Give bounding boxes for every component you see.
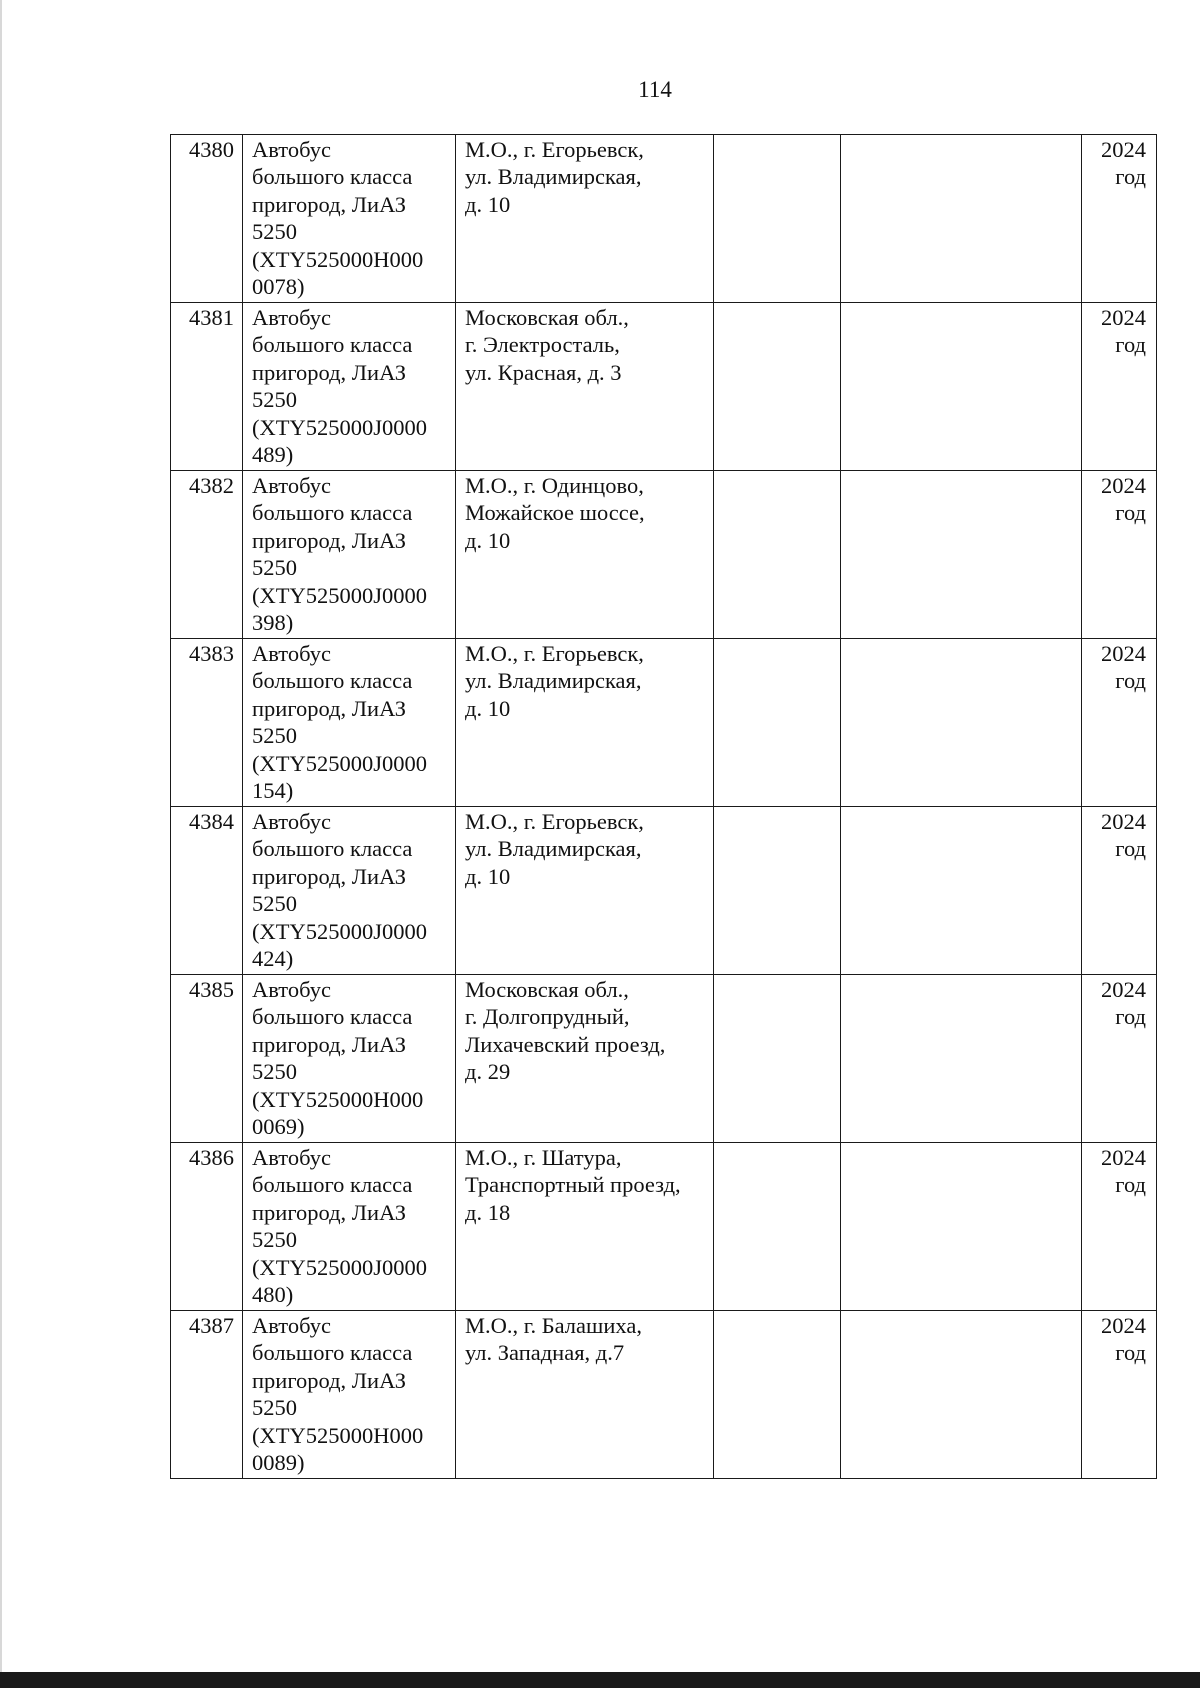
cell-description-line: (XTY525000J0000 — [252, 750, 427, 776]
cell-deadline — [1082, 471, 1157, 639]
cell-number: 4387 — [171, 1311, 243, 1479]
cell-description-line: 424) — [252, 946, 294, 972]
cell-description-line: (XTY525000H000 — [252, 1086, 424, 1112]
cell-deadline — [1082, 639, 1157, 807]
cell-description-line: (XTY525000J0000 — [252, 582, 427, 608]
cell-column-4 — [714, 975, 841, 1143]
cell-column-4 — [714, 303, 841, 471]
cell-address-line: М.О., г. Егорьевск, — [465, 641, 644, 666]
cell-number: 4383 — [171, 639, 243, 807]
cell-description-line: Автобус — [252, 977, 331, 1002]
cell-number: 4385 — [171, 975, 243, 1143]
cell-deadline-line: год — [1115, 1340, 1146, 1366]
page-number: 114 — [638, 77, 672, 102]
cell-deadline-line: год — [1115, 332, 1146, 358]
cell-deadline — [1082, 975, 1157, 1143]
cell-description-line: 0078) — [252, 274, 305, 300]
cell-description-line: 5250 — [252, 1395, 297, 1421]
cell-description-line: Автобус — [252, 137, 331, 162]
cell-column-5 — [841, 975, 1082, 1143]
cell-description — [243, 471, 456, 639]
cell-column-5 — [841, 303, 1082, 471]
cell-description-line: 5250 — [252, 387, 297, 413]
cell-description-line: (XTY525000H000 — [252, 246, 424, 272]
cell-address-line: М.О., г. Егорьевск, — [465, 137, 644, 162]
cell-description-line: пригород, ЛиАЗ — [252, 1031, 407, 1057]
cell-description — [243, 1143, 456, 1311]
cell-column-5 — [841, 471, 1082, 639]
cell-column-4 — [714, 807, 841, 975]
cell-description-line: большого класса — [252, 332, 413, 358]
cell-deadline — [1082, 303, 1157, 471]
cell-description-line: Автобус — [252, 1145, 331, 1170]
cell-description-line: большого класса — [252, 1004, 413, 1030]
cell-description — [243, 303, 456, 471]
cell-description — [243, 975, 456, 1143]
cell-deadline-line: 2024 — [1101, 809, 1146, 834]
cell-description-line: пригород, ЛиАЗ — [252, 1367, 407, 1393]
cell-description — [243, 807, 456, 975]
cell-address-line: М.О., г. Егорьевск, — [465, 809, 644, 834]
cell-description — [243, 1311, 456, 1479]
cell-deadline — [1082, 1311, 1157, 1479]
cell-description-line: пригород, ЛиАЗ — [252, 695, 407, 721]
cell-description-line: 5250 — [252, 1059, 297, 1085]
cell-address-line: М.О., г. Одинцово, — [465, 473, 644, 498]
cell-column-5 — [841, 639, 1082, 807]
register-table — [170, 134, 1157, 1479]
cell-address-line: д. 10 — [465, 191, 511, 217]
cell-address — [456, 1143, 714, 1311]
cell-deadline — [1082, 807, 1157, 975]
cell-address-line: г. Электросталь, — [465, 332, 620, 358]
cell-address-line: Можайское шоссе, — [465, 500, 645, 526]
cell-description — [243, 135, 456, 303]
cell-deadline-line: 2024 — [1101, 137, 1146, 162]
cell-description-line: 0089) — [252, 1450, 305, 1476]
cell-description-line: 5250 — [252, 555, 297, 581]
cell-description-line: 5250 — [252, 219, 297, 245]
cell-deadline — [1082, 135, 1157, 303]
cell-description-line: пригород, ЛиАЗ — [252, 191, 407, 217]
cell-address — [456, 303, 714, 471]
table-row — [171, 135, 1157, 303]
cell-column-5 — [841, 1311, 1082, 1479]
cell-deadline-line: год — [1115, 836, 1146, 862]
cell-description-line: большого класса — [252, 500, 413, 526]
cell-column-4 — [714, 1311, 841, 1479]
cell-description-line: пригород, ЛиАЗ — [252, 863, 407, 889]
cell-number: 4382 — [171, 471, 243, 639]
cell-address-line: Московская обл., — [465, 305, 629, 330]
cell-description-line: большого класса — [252, 668, 413, 694]
cell-description-line: пригород, ЛиАЗ — [252, 1199, 407, 1225]
cell-address-line: М.О., г. Шатура, — [465, 1145, 622, 1170]
cell-column-5 — [841, 807, 1082, 975]
cell-deadline-line: 2024 — [1101, 977, 1146, 1002]
cell-number: 4386 — [171, 1143, 243, 1311]
cell-description-line: Автобус — [252, 305, 331, 330]
cell-description-line: большого класса — [252, 1340, 413, 1366]
cell-deadline-line: год — [1115, 1004, 1146, 1030]
cell-address — [456, 1311, 714, 1479]
cell-address-line: д. 10 — [465, 863, 511, 889]
cell-address-line: Московская обл., — [465, 977, 629, 1002]
cell-address-line: ул. Владимирская, — [465, 836, 642, 862]
cell-description-line: 5250 — [252, 723, 297, 749]
cell-address-line: М.О., г. Балашиха, — [465, 1313, 642, 1338]
cell-address-line: д. 10 — [465, 527, 511, 553]
cell-column-4 — [714, 471, 841, 639]
cell-description-line: 398) — [252, 610, 294, 636]
scan-edge-bottom — [0, 1672, 1200, 1688]
cell-description-line: 154) — [252, 778, 294, 804]
cell-description-line: 480) — [252, 1282, 294, 1308]
cell-address — [456, 975, 714, 1143]
cell-description-line: пригород, ЛиАЗ — [252, 527, 407, 553]
cell-address-line: Лихачевский проезд, — [465, 1031, 666, 1057]
cell-description-line: 489) — [252, 442, 294, 468]
cell-description-line: большого класса — [252, 164, 413, 190]
cell-description-line: Автобус — [252, 809, 331, 834]
cell-description-line: Автобус — [252, 473, 331, 498]
table-row — [171, 303, 1157, 471]
cell-deadline-line: год — [1115, 668, 1146, 694]
table-row — [171, 639, 1157, 807]
cell-deadline-line: 2024 — [1101, 305, 1146, 330]
cell-description-line: 5250 — [252, 1227, 297, 1253]
cell-address-line: д. 10 — [465, 695, 511, 721]
cell-address — [456, 135, 714, 303]
table-body — [171, 135, 1157, 1479]
cell-description — [243, 639, 456, 807]
cell-description-line: Автобус — [252, 641, 331, 666]
cell-address-line: д. 18 — [465, 1199, 511, 1225]
cell-address-line: г. Долгопрудный, — [465, 1004, 630, 1030]
cell-column-5 — [841, 135, 1082, 303]
cell-deadline-line: 2024 — [1101, 1313, 1146, 1338]
cell-address-line: Транспортный проезд, — [465, 1172, 681, 1198]
cell-number: 4384 — [171, 807, 243, 975]
cell-description-line: большого класса — [252, 1172, 413, 1198]
cell-deadline-line: 2024 — [1101, 473, 1146, 498]
cell-deadline-line: 2024 — [1101, 1145, 1146, 1170]
cell-address-line: д. 29 — [465, 1059, 511, 1085]
cell-address — [456, 639, 714, 807]
cell-description-line: (XTY525000H000 — [252, 1422, 424, 1448]
cell-column-4 — [714, 639, 841, 807]
table-row — [171, 471, 1157, 639]
cell-column-5 — [841, 1143, 1082, 1311]
cell-description-line: пригород, ЛиАЗ — [252, 359, 407, 385]
cell-deadline-line: 2024 — [1101, 641, 1146, 666]
table-row — [171, 807, 1157, 975]
cell-description-line: большого класса — [252, 836, 413, 862]
cell-deadline-line: год — [1115, 164, 1146, 190]
cell-deadline-line: год — [1115, 500, 1146, 526]
table-row — [171, 975, 1157, 1143]
cell-deadline-line: год — [1115, 1172, 1146, 1198]
cell-description-line: Автобус — [252, 1313, 331, 1338]
cell-deadline — [1082, 1143, 1157, 1311]
cell-address-line: ул. Красная, д. 3 — [465, 359, 622, 385]
scan-edge-left — [0, 0, 2, 1688]
cell-description-line: (XTY525000J0000 — [252, 918, 427, 944]
cell-address-line: ул. Владимирская, — [465, 164, 642, 190]
cell-description-line: (XTY525000J0000 — [252, 1254, 427, 1280]
table-row — [171, 1143, 1157, 1311]
cell-description-line: 5250 — [252, 891, 297, 917]
cell-number: 4381 — [171, 303, 243, 471]
cell-column-4 — [714, 1143, 841, 1311]
cell-number: 4380 — [171, 135, 243, 303]
cell-column-4 — [714, 135, 841, 303]
cell-address-line: ул. Владимирская, — [465, 668, 642, 694]
cell-description-line: 0069) — [252, 1114, 305, 1140]
cell-description-line: (XTY525000J0000 — [252, 414, 427, 440]
table-row — [171, 1311, 1157, 1479]
cell-address — [456, 471, 714, 639]
cell-address-line: ул. Западная, д.7 — [465, 1340, 625, 1366]
cell-address — [456, 807, 714, 975]
